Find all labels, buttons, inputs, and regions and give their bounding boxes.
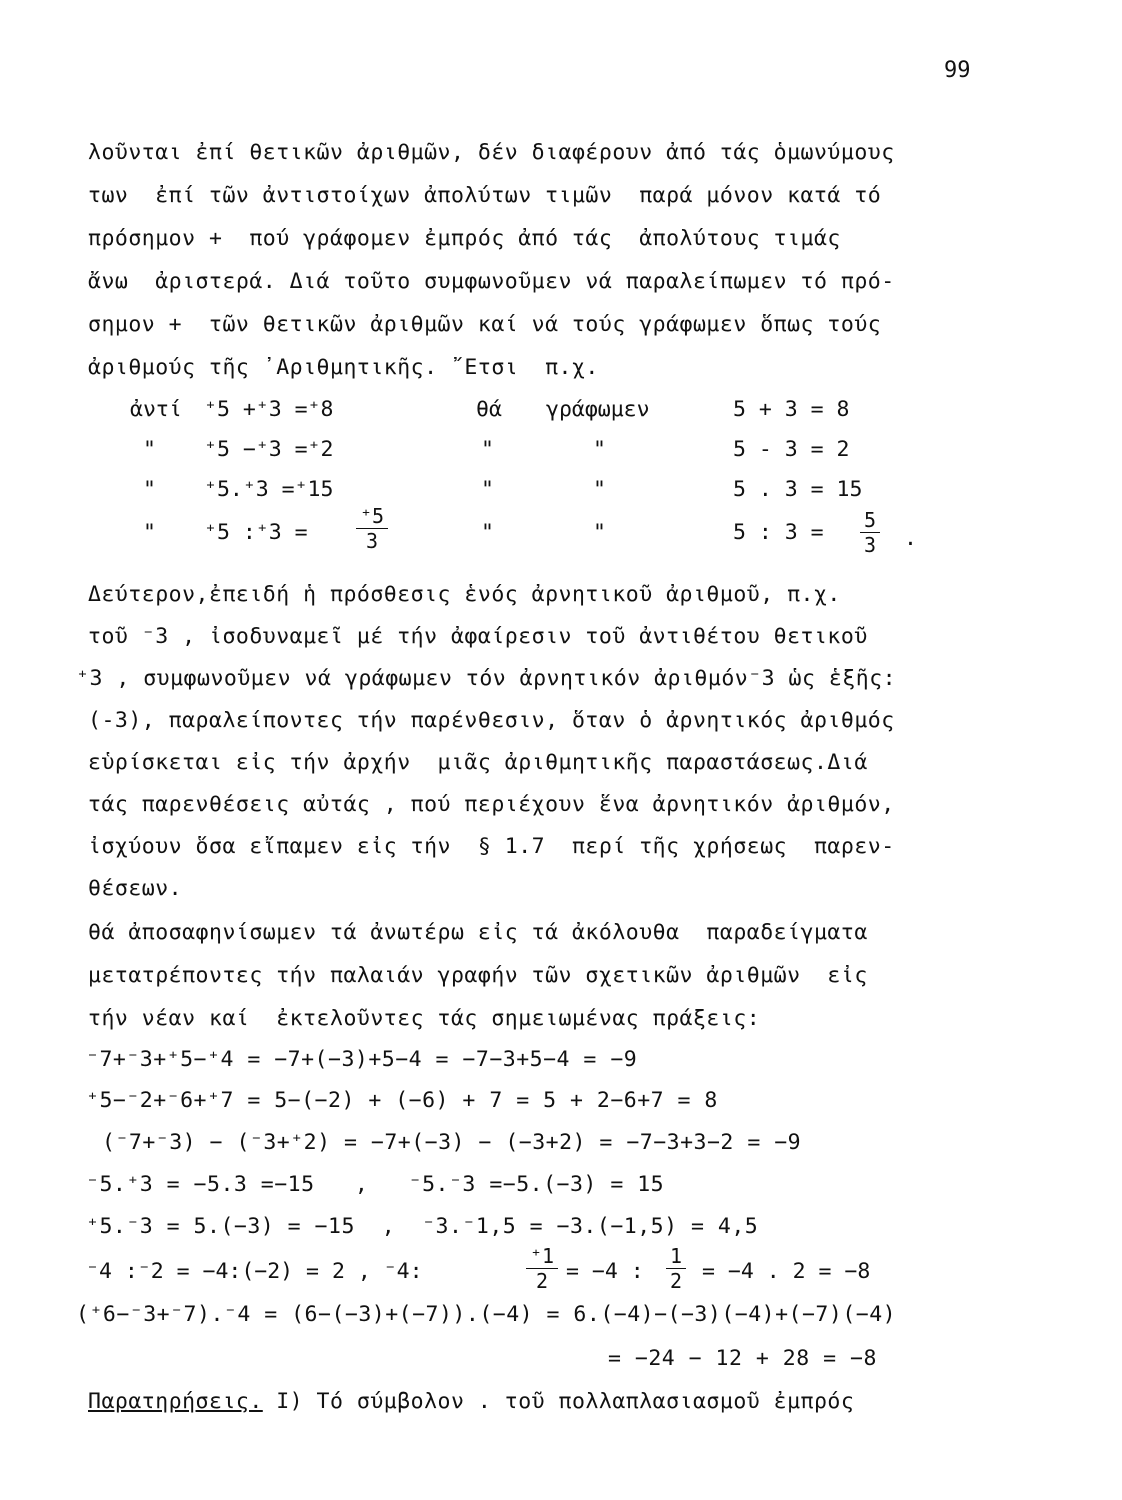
fraction <box>860 510 880 555</box>
text-line: ἰσχύουν ὅσα εἴπαμεν εἰς τήν § 1.7 περί τῆς χρήσεως παρεν- <box>88 834 895 859</box>
new-notation: 5 : 3 = <box>733 520 824 545</box>
fraction-denominator: 2 <box>670 1269 683 1293</box>
new-notation: 5 + 3 = 8 <box>733 397 850 422</box>
fraction-numerator: ⁺5 <box>356 506 388 529</box>
text-line: ἄνω ἀριστερά. Διά τοῦτο συμφωνοῦμεν νά παραλείπωμεν τό πρό- <box>88 269 895 294</box>
text-line: τοῦ ⁻3 , ἰσοδυναμεῖ μέ τήν ἀφαίρεσιν τοῦ ἀντιθέτου θετικοῦ <box>88 624 868 649</box>
new-notation: 5 . 3 = 15 <box>733 477 863 502</box>
fraction-numerator: ⁺1 <box>526 1246 558 1269</box>
ditto-mark: " <box>143 520 156 545</box>
math-line: (⁺6−⁻3+⁻7).⁻4 = (6−(−3)+(−7)).(−4) = 6.(−4)−(−3)(−4)+(−7)(−4) <box>76 1302 897 1327</box>
verb-word: θά <box>476 397 502 422</box>
fraction-denominator: 3 <box>864 533 877 557</box>
fraction-numerator: 1 <box>666 1246 686 1269</box>
old-notation: ⁺5.⁺3 =⁺15 <box>204 477 334 502</box>
fraction <box>356 506 388 551</box>
fraction <box>666 1246 686 1291</box>
ditto-mark: " <box>481 437 494 462</box>
fraction-denominator: 3 <box>366 529 379 553</box>
old-notation: ⁺5 :⁺3 = <box>204 520 308 545</box>
text-line: των ἐπί τῶν ἀντιστοίχων ἀπολύτων τιμῶν παρά μόνον κατά τό <box>88 183 882 208</box>
text-line: σημον + τῶν θετικῶν ἀριθμῶν καί νά τούς γράφωμεν ὅπως τούς <box>88 312 882 337</box>
old-notation: ⁺5 +⁺3 =⁺8 <box>204 397 334 422</box>
remarks-text: I) Τό σύμβολον . τοῦ πολλαπλασιασμοῦ ἐμπρός <box>262 1389 855 1414</box>
fraction <box>526 1246 558 1291</box>
math-line: (⁻7+⁻3) − (⁻3+⁺2) = −7+(−3) − (−3+2) = −7−3+3−2 = −9 <box>102 1130 802 1155</box>
ditto-mark: " <box>143 437 156 462</box>
fraction-denominator: 2 <box>536 1269 549 1293</box>
remarks-line <box>88 1389 854 1414</box>
math-line: ⁻7+⁻3+⁺5−⁺4 = −7+(−3)+5−4 = −7−3+5−4 = −9 <box>86 1047 638 1072</box>
text-line: Δεύτερον,ἐπειδή ἡ πρόσθεσις ἑνός ἀρνητικοῦ ἀριθμοῦ, π.χ. <box>88 582 841 607</box>
text-line: τάς παρενθέσεις αὐτάς , πού περιέχουν ἕνα ἀρνητικόν ἀριθμόν, <box>88 792 895 817</box>
page-number: 99 <box>944 58 971 83</box>
ditto-mark: " <box>593 477 606 502</box>
math-line: = −24 − 12 + 28 = −8 <box>608 1346 877 1371</box>
remarks-heading: Παρατηρήσεις. <box>88 1389 263 1414</box>
text-line: (-3), παραλείποντες τήν παρένθεσιν, ὅταν ὁ ἀρνητικός ἀριθμός <box>88 708 895 733</box>
text-line: θέσεων. <box>88 876 183 901</box>
math-segment: = −4 . 2 = −8 <box>702 1259 871 1284</box>
new-notation: 5 - 3 = 2 <box>733 437 850 462</box>
text-line: ἀριθμούς τῆς ᾿Αριθμητικῆς. ῎Ετσι π.χ. <box>88 355 599 380</box>
math-line: ⁺5−⁻2+⁻6+⁺7 = 5−(−2) + (−6) + 7 = 5 + 2−6+7 = 8 <box>86 1088 718 1113</box>
ditto-mark: " <box>481 520 494 545</box>
ditto-mark: " <box>481 477 494 502</box>
ditto-mark: " <box>593 437 606 462</box>
text-line: εὑρίσκεται εἰς τήν ἀρχήν μιᾶς ἀριθμητικῆς παραστάσεως.Διά <box>88 750 868 775</box>
text-line: μετατρέποντες τήν παλαιάν γραφήν τῶν σχετικῶν ἀριθμῶν εἰς <box>88 963 868 988</box>
text-line: λοῦνται ἐπί θετικῶν ἀριθμῶν, δέν διαφέρουν ἀπό τάς ὁμωνύμους <box>88 140 895 165</box>
math-line: ⁺5.⁻3 = 5.(−3) = −15 , ⁻3.⁻1,5 = −3.(−1,5) = 4,5 <box>86 1214 759 1239</box>
verb-word: γράφωμεν <box>546 397 650 422</box>
math-line: ⁻5.⁺3 = −5.3 =−15 , ⁻5.⁻3 =−5.(−3) = 15 <box>86 1172 665 1197</box>
text-line: τήν νέαν καί ἐκτελοῦντες τάς σημειωμένας πράξεις: <box>88 1006 761 1031</box>
period: . <box>904 526 917 551</box>
row-prefix: ἀντί <box>130 397 182 422</box>
old-notation: ⁺5 −⁺3 =⁺2 <box>204 437 334 462</box>
fraction-numerator: 5 <box>860 510 880 533</box>
math-segment: = −4 : <box>566 1259 644 1284</box>
math-segment: ⁻4 :⁻2 = −4:(−2) = 2 , ⁻4: <box>86 1259 423 1284</box>
text-line: πρόσημον + πού γράφομεν ἐμπρός ἀπό τάς ἀπολύτους τιμάς <box>88 226 841 251</box>
ditto-mark: " <box>143 477 156 502</box>
text-line: θά ἀποσαφηνίσωμεν τά ἀνωτέρω εἰς τά ἀκόλουθα παραδείγματα <box>88 920 868 945</box>
text-line: ⁺3 , συμφωνοῦμεν νά γράφωμεν τόν ἀρνητικόν ἀριθμόν⁻3 ὡς ἑξῆς: <box>76 666 897 691</box>
ditto-mark: " <box>593 520 606 545</box>
